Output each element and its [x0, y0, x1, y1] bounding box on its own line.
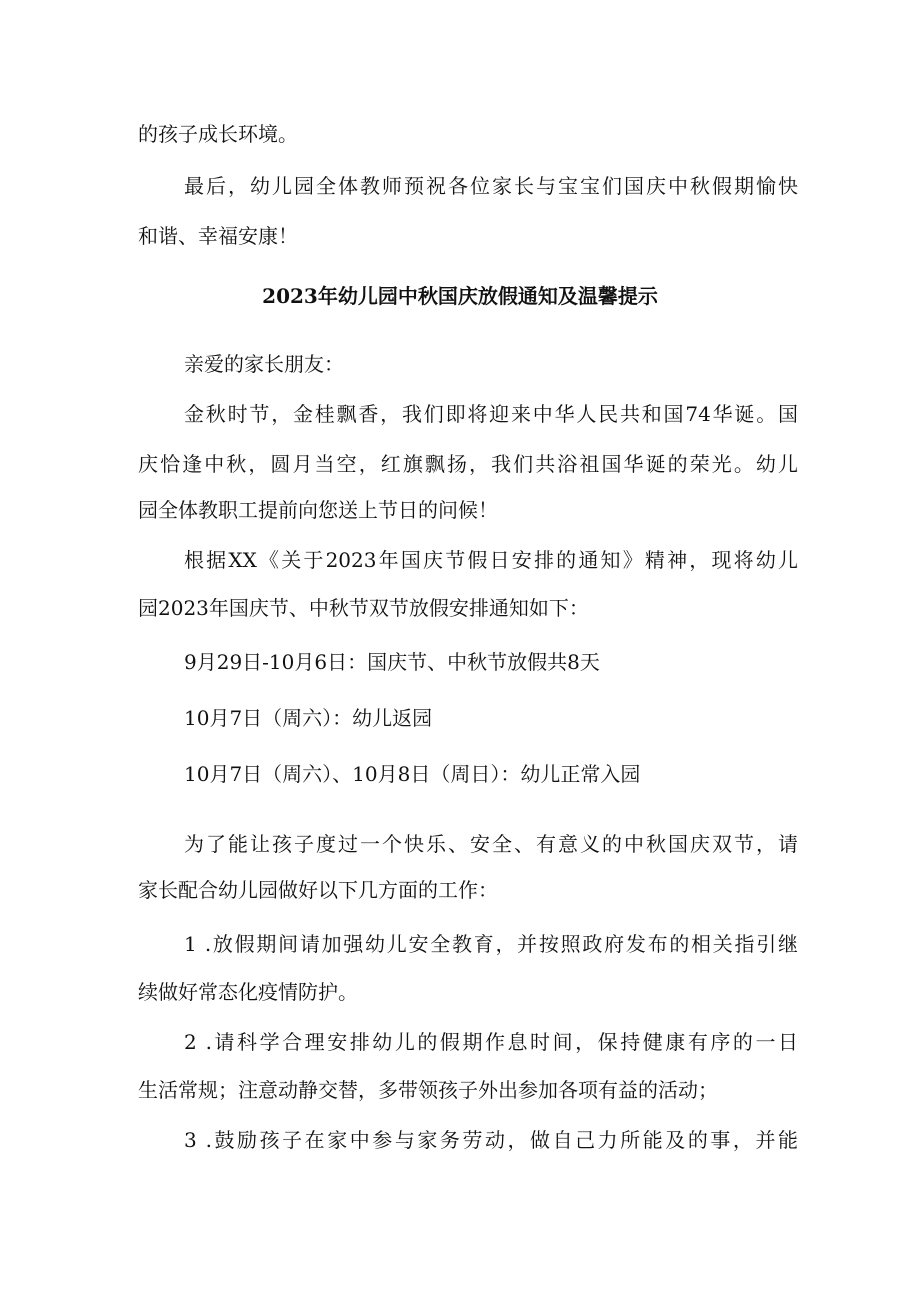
basis-line-2: 园2023年国庆节、中秋节双节放假安排通知如下： [138, 596, 589, 620]
request-line-2: 家长配合幼儿园做好以下几方面的工作： [138, 878, 498, 902]
greeting: 亲爱的家长朋友： [184, 352, 344, 376]
item-3-line-1: 3 .鼓励孩子在家中参与家务劳动，做自己力所能及的事，并能 [184, 1128, 798, 1152]
notice-title: 2023年幼儿园中秋国庆放假通知及温馨提示 [262, 284, 658, 308]
schedule-item-2: 10月7日（周六）：幼儿返园 [184, 706, 433, 730]
item-2-line-1: 2 .请科学合理安排幼儿的假期作息时间，保持健康有序的一日 [184, 1030, 798, 1054]
item-1-line-2: 续做好常态化疫情防护。 [138, 980, 358, 1004]
continuation-text: 的孩子成长环境。 [138, 122, 298, 146]
intro-line-3: 园全体教职工提前向您送上节日的问候！ [138, 498, 498, 522]
item-2-line-2: 生活常规；注意动静交替，多带领孩子外出参加各项有益的活动； [138, 1078, 718, 1102]
request-line-1: 为了能让孩子度过一个快乐、安全、有意义的中秋国庆双节，请 [184, 832, 798, 856]
closing-line-1: 最后，幼儿园全体教师预祝各位家长与宝宝们国庆中秋假期愉快 [184, 174, 798, 198]
intro-line-1: 金秋时节，金桂飘香，我们即将迎来中华人民共和国74华诞。国 [184, 402, 798, 426]
basis-line-1: 根据XX《关于2023年国庆节假日安排的通知》精神，现将幼儿 [184, 548, 798, 572]
schedule-item-3: 10月7日（周六）、10月8日（周日）：幼儿正常入园 [184, 762, 641, 786]
closing-line-2: 和谐、幸福安康！ [138, 224, 298, 248]
item-1-line-1: 1 .放假期间请加强幼儿安全教育，并按照政府发布的相关指引继 [184, 932, 798, 956]
intro-line-2: 庆恰逢中秋，圆月当空，红旗飘扬，我们共浴祖国华诞的荣光。幼儿 [138, 452, 798, 476]
schedule-item-1: 9月29日-10月6日：国庆节、中秋节放假共8天 [184, 650, 600, 674]
